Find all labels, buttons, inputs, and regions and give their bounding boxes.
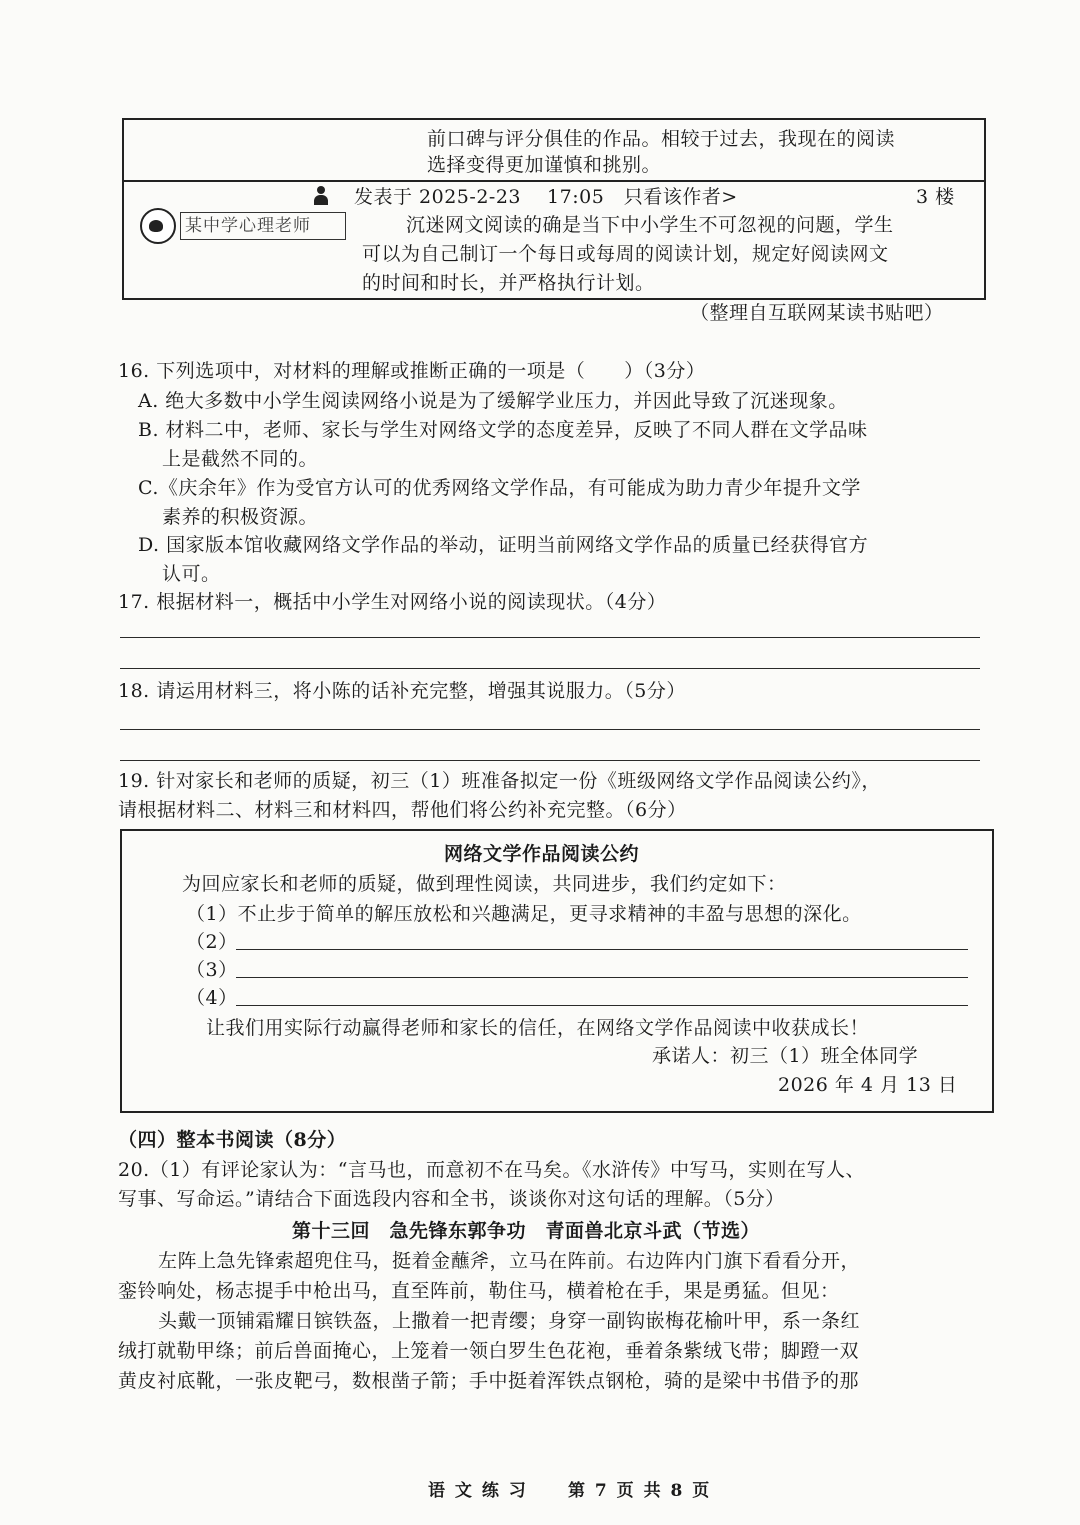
q16-option-c-line2: 素养的积极资源。	[162, 506, 319, 528]
section-4-heading: （四）整本书阅读（8分）	[118, 1129, 347, 1151]
convention-item-1: （1）不止步于简单的解压放松和兴趣满足，更寻求精神的丰盈与思想的深化。	[186, 903, 862, 925]
q16-stem: 16. 下列选项中，对材料的理解或推断正确的一项是（ ）（3分）	[118, 360, 706, 382]
q17-stem: 17. 根据材料一，概括中小学生对网络小说的阅读现状。（4分）	[118, 591, 667, 613]
q16-option-b-line2: 上是截然不同的。	[162, 448, 319, 470]
excerpt-p2-line2: 绒打就勒甲绦；前后兽面掩心，上笼着一领白罗生色花袍，垂着条紫绒飞带；脚蹬一双	[118, 1340, 860, 1362]
q17-answer-line-2[interactable]	[120, 668, 980, 669]
user-avatar-icon	[140, 208, 176, 244]
author-icon	[314, 186, 328, 206]
q19-line-1: 19. 针对家长和老师的质疑，初三（1）班准备拟定一份《班级网络文学作品阅读公约》，	[118, 770, 881, 792]
forum-excerpt-box	[122, 118, 986, 300]
q20-line-1: 20.（1）有评论家认为：“言马也，而意初不在马矣。《水浒传》中写马，实则在写人、	[118, 1159, 866, 1181]
q16-option-d-line2: 认可。	[162, 563, 221, 585]
post3-username: 某中学心理老师	[180, 212, 346, 240]
q18-answer-line-1[interactable]	[120, 729, 980, 730]
convention-box	[120, 829, 994, 1113]
q16-option-a: A. 绝大多数中小学生阅读网络小说是为了缓解学业压力，并因此导致了沉迷现象。	[138, 390, 848, 412]
convention-date: 2026 年 4 月 13 日	[778, 1074, 958, 1096]
convention-item-4-label: （4）	[186, 987, 238, 1009]
q17-answer-line-1[interactable]	[120, 637, 980, 638]
post3-meta: 发表于 2025-2-23 17:05 只看该作者>	[354, 186, 738, 208]
excerpt-p2-line3: 黄皮衬底靴，一张皮靶弓，数根凿子箭；手中挺着浑铁点钢枪，骑的是梁中书借予的那	[118, 1370, 860, 1392]
convention-item-2-blank[interactable]	[236, 949, 968, 950]
convention-signer: 承诺人：初三（1）班全体同学	[652, 1045, 919, 1067]
q19-line-2: 请根据材料二、材料三和材料四，帮他们将公约补充完整。（6分）	[118, 799, 687, 821]
q16-option-b-line1: B. 材料二中，老师、家长与学生对网络文学的态度差异，反映了不同人群在文学品味	[138, 419, 868, 441]
q16-option-d-line1: D. 国家版本馆收藏网络文学作品的举动，证明当前网络文学作品的质量已经获得官方	[138, 534, 869, 556]
excerpt-p1-line1: 左阵上急先锋索超兜住马，挺着金蘸斧，立马在阵前。右边阵内门旗下看看分开，	[158, 1250, 861, 1272]
post3-floor: 3 楼	[916, 186, 955, 208]
forum-source: （整理自互联网某读书贴吧）	[690, 302, 944, 324]
post3-line-1: 沉迷网文阅读的确是当下中小学生不可忽视的问题，学生	[406, 214, 894, 236]
post3-line-3: 的时间和时长，并严格执行计划。	[362, 272, 655, 294]
convention-intro: 为回应家长和老师的质疑，做到理性阅读，共同进步，我们约定如下：	[182, 873, 787, 895]
q18-stem: 18. 请运用材料三，将小陈的话补充完整，增强其说服力。（5分）	[118, 680, 686, 702]
q20-line-2: 写事、写命运。”请结合下面选段内容和全书，谈谈你对这句话的理解。（5分）	[118, 1188, 785, 1210]
q18-answer-line-2[interactable]	[120, 760, 980, 761]
convention-item-2-label: （2）	[186, 931, 238, 953]
convention-item-3-blank[interactable]	[236, 977, 968, 978]
convention-item-3-label: （3）	[186, 959, 238, 981]
convention-item-4-blank[interactable]	[236, 1005, 968, 1006]
footer-subject: 语 文 练 习	[428, 1481, 528, 1501]
post3-line-2: 可以为自己制订一个每日或每周的阅读计划，规定好阅读网文	[362, 243, 889, 265]
excerpt-p1-line2: 銮铃响处，杨志提手中枪出马，直至阵前，勒住马，横着枪在手，果是勇猛。但见：	[118, 1280, 840, 1302]
post-divider	[124, 180, 984, 182]
excerpt-title: 第十三回 急先锋东郭争功 青面兽北京斗武（节选）	[292, 1220, 761, 1242]
convention-closing: 让我们用实际行动赢得老师和家长的信任，在网络文学作品阅读中收获成长！	[206, 1017, 870, 1039]
post2-line-2: 选择变得更加谨慎和挑别。	[427, 154, 662, 176]
convention-title: 网络文学作品阅读公约	[444, 843, 640, 865]
footer-page-number: 第 7 页 共 8 页	[568, 1481, 712, 1501]
post2-line-1: 前口碑与评分俱佳的作品。相较于过去，我现在的阅读	[427, 128, 896, 150]
excerpt-p2-line1: 头戴一顶铺霜耀日镔铁盔，上撒着一把青缨；身穿一副钩嵌梅花榆叶甲，系一条红	[158, 1310, 861, 1332]
q16-option-c-line1: C.《庆余年》作为受官方认可的优秀网络文学作品，有可能成为助力青少年提升文学	[138, 477, 861, 499]
